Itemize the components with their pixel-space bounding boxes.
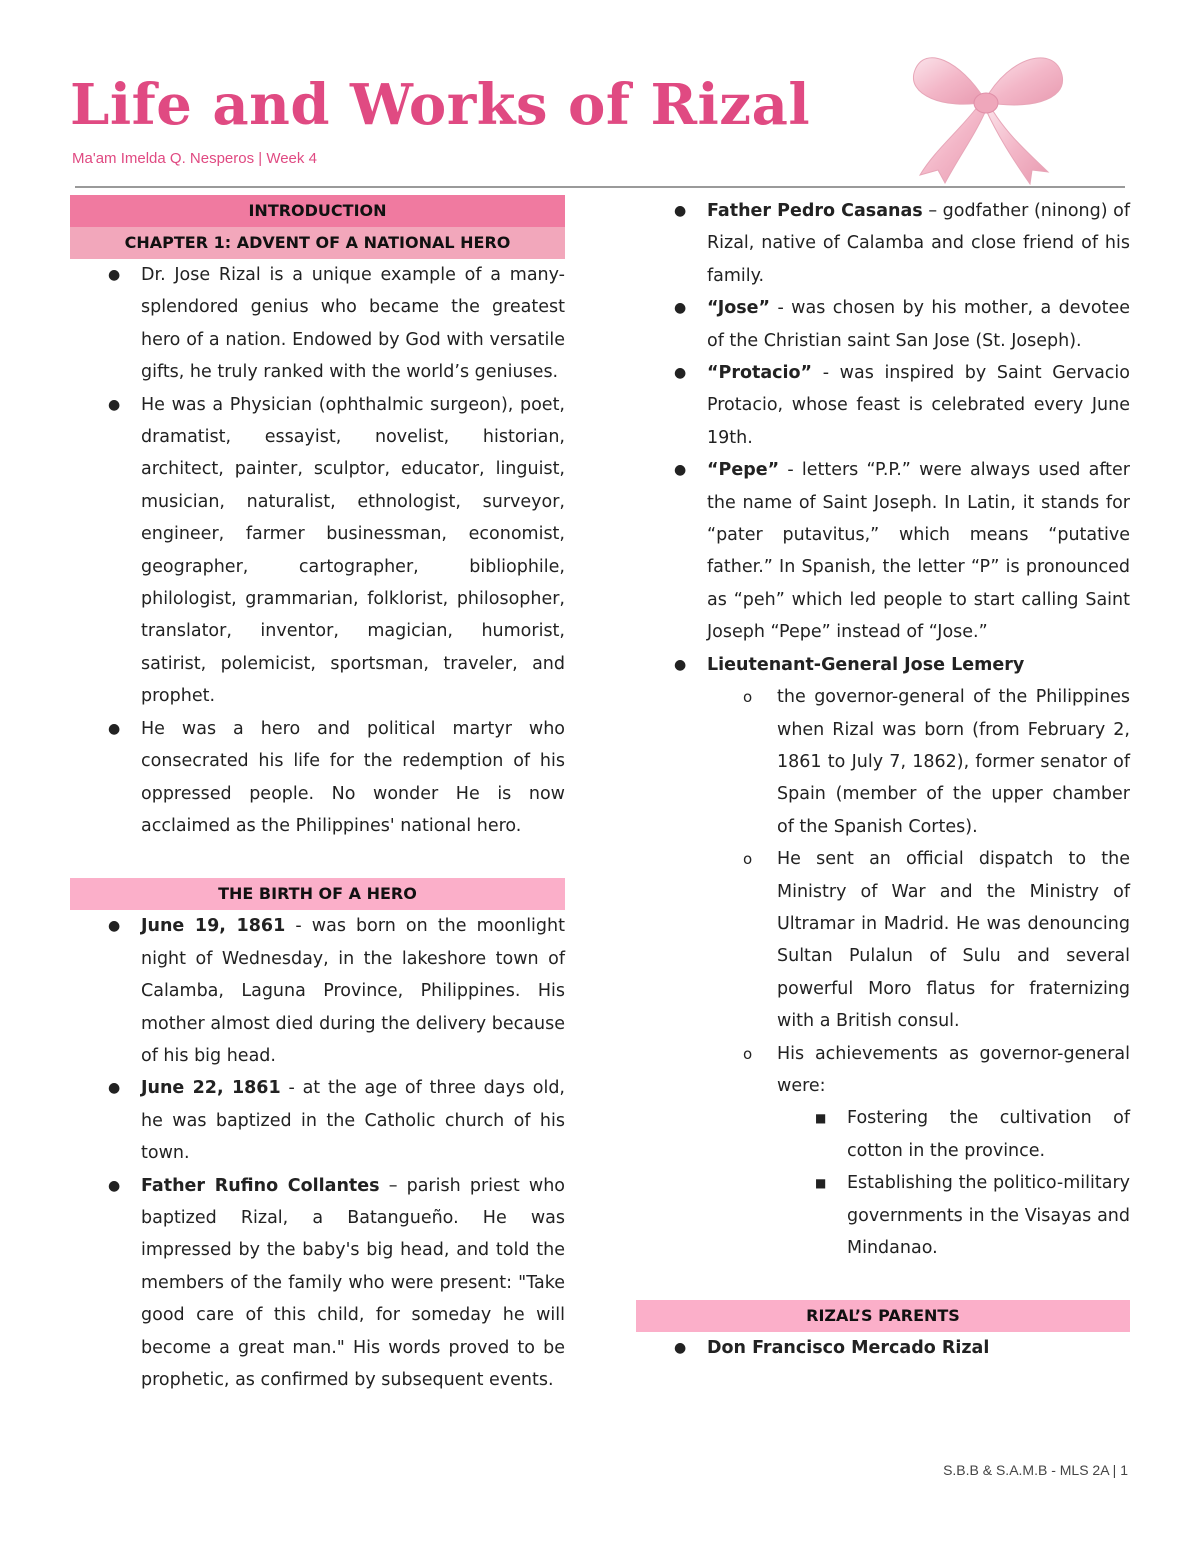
birth-list (70, 910, 565, 1396)
bullet-icon: ● (674, 300, 687, 317)
birth-header: THE BIRTH OF A HERO (70, 878, 565, 910)
parents-list (636, 1332, 1130, 1364)
bullet-icon: ● (674, 462, 687, 479)
bullet-icon: ● (108, 396, 121, 413)
achievement-item: ■ Fostering the cultivation of cotton in the province. (777, 1102, 1130, 1167)
list-item: ● Father Pedro Casanas – godfather (ninong) of Rizal, native of Calamba and close friend of his family. (636, 195, 1130, 292)
page-title: Life and Works of Rizal (70, 72, 811, 138)
list-item: ● Father Rufino Collantes – parish priest who baptized Rizal, a Batangueño. He was impressed by the baby's big head, and told the members of the family who were present: "Take good care of this child, for someday he will become a great man." His words proved to be prophetic, as confirmed by subsequent events. (70, 1170, 565, 1397)
circle-bullet-icon: o (743, 1044, 753, 1063)
parents-header: RIZAL’S PARENTS (636, 1300, 1130, 1332)
chapter-header: CHAPTER 1: ADVENT OF A NATIONAL HERO (70, 227, 565, 259)
list-item: ● Don Francisco Mercado Rizal (636, 1332, 1130, 1364)
sub-list-item: o His achievements as governor-general were: ■ Fostering the cultivation of cotton in the province. ■ Establishing the politico-military governments in the Visayas and Mindanao. (707, 1038, 1130, 1265)
name-list (636, 195, 1130, 1264)
intro-list (70, 259, 565, 842)
list-item: ● June 19, 1861 - was born on the moonlight night of Wednesday, in the lakeshore town of Calamba, Laguna Province, Philippines. His mother almost died during the delivery because of his big head. (70, 910, 565, 1072)
header-divider (75, 186, 1125, 188)
circle-bullet-icon: o (743, 850, 753, 869)
bullet-icon: ● (674, 656, 687, 673)
square-bullet-icon: ■ (815, 1176, 827, 1191)
list-item: ● June 22, 1861 - at the age of three days old, he was baptized in the Catholic church of his town. (70, 1072, 565, 1169)
page-footer: S.B.B & S.A.M.B - MLS 2A | 1 (943, 1462, 1128, 1478)
list-item: ● He was a Physician (ophthalmic surgeon), poet, dramatist, essayist, novelist, historian, architect, painter, sculptor, educator, linguist, musician, naturalist, ethnologist, surveyor, engineer, farmer businessman, economist, geographer, cartographer, bibliophile, philologist, grammarian, folklorist, philosopher, translator, inventor, magician, humorist, satirist, polemicist, sportsman, traveler, and prophet. (70, 389, 565, 713)
bullet-icon: ● (108, 1080, 121, 1097)
achievement-item: ■ Establishing the politico-military governments in the Visayas and Mindanao. (777, 1167, 1130, 1264)
bullet-icon: ● (674, 203, 687, 219)
circle-bullet-icon: o (743, 688, 753, 707)
introduction-header: INTRODUCTION (70, 195, 565, 227)
left-column (70, 195, 565, 1396)
bullet-icon: ● (674, 365, 687, 382)
list-item: ● “Pepe” - letters “P.P.” were always used after the name of Saint Joseph. In Latin, it stands for “pater putavitus,” which means “putative father.” In Spanish, the letter “P” is pronounced as “peh” which led people to start calling Saint Joseph “Pepe” instead of “Jose.” (636, 454, 1130, 648)
bullet-icon: ● (108, 1177, 121, 1194)
pink-ribbon-bow-icon (890, 40, 1080, 185)
bullet-icon: ● (108, 720, 121, 737)
square-bullet-icon: ■ (815, 1111, 827, 1126)
sub-list-item: o the governor-general of the Philippines when Rizal was born (from February 2, 1861 to July 7, 1862), former senator of Spain (member of the upper chamber of the Spanish Cortes). (707, 681, 1130, 843)
list-item: ● “Protacio” - was inspired by Saint Gervacio Protacio, whose feast is celebrated every June 19th. (636, 357, 1130, 454)
bullet-icon: ● (108, 918, 121, 935)
achievements-list (777, 1102, 1130, 1264)
bullet-icon: ● (674, 1340, 687, 1357)
list-item: ● Lieutenant-General Jose Lemery o the governor-general of the Philippines when Rizal was born (from February 2, 1861 to July 7, 1862), former senator of Spain (member of the upper chamber of the Spanish Cortes). o He sent an official dispatch to the Ministry of War and the Ministry of Ultramar in Madrid. He was denouncing Sultan Pulalun of Sulu and several powerful Moro flatus for fraternizing with a British consul. o His achievements as governor-general were: ■ Fostering the cultivation of cotton in the province. ■ Establishing the politico-military governments in the Visayas and Mindanao. (636, 649, 1130, 1265)
right-column (636, 195, 1130, 1365)
list-item: ● “Jose” - was chosen by his mother, a devotee of the Christian saint San Jose (St. Joseph). (636, 292, 1130, 357)
sub-list-item: o He sent an official dispatch to the Ministry of War and the Ministry of Ultramar in Madrid. He was denouncing Sultan Pulalun of Sulu and several powerful Moro flatus for fraternizing with a British consul. (707, 843, 1130, 1037)
list-item: ● Dr. Jose Rizal is a unique example of a many-splendored genius who became the greatest hero of a nation. Endowed by God with versatile gifts, he truly ranked with the world’s geniuses. (70, 259, 565, 389)
page-subtitle: Ma'am Imelda Q. Nesperos | Week 4 (72, 150, 317, 167)
bullet-icon: ● (108, 267, 121, 283)
list-item: ● He was a hero and political martyr who consecrated his life for the redemption of his oppressed people. No wonder He is now acclaimed as the Philippines' national hero. (70, 713, 565, 843)
lemery-sublist (636, 681, 1130, 1264)
